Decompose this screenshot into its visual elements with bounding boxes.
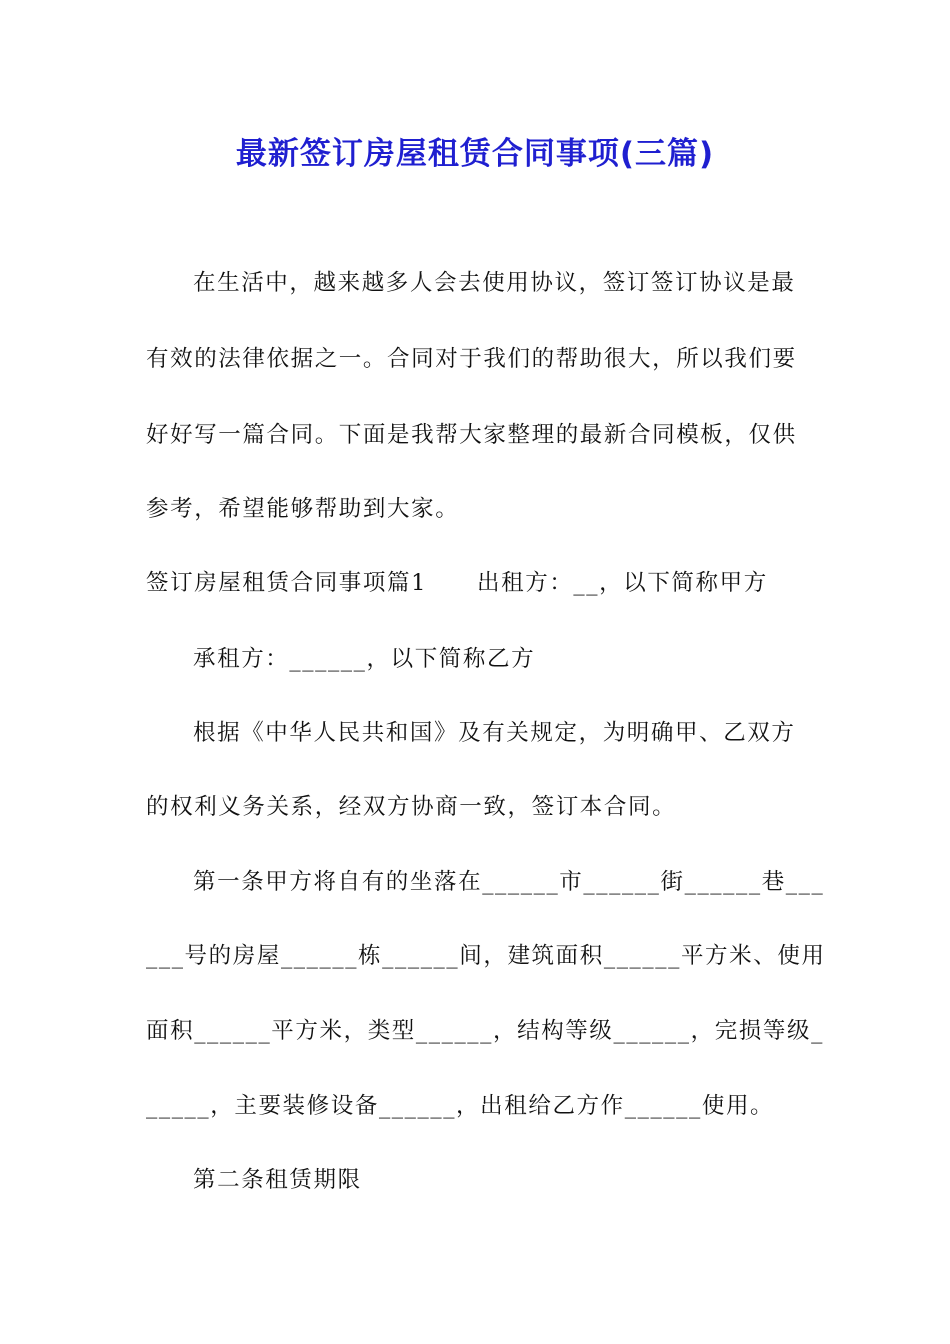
paragraph-line: 有效的法律依据之一。合同对于我们的帮助很大，所以我们要 (146, 346, 797, 372)
clause-line: _____，主要装修设备______，出租给乙方作______使用。 (146, 1093, 775, 1119)
paragraph-line: 的权利义务关系，经双方协商一致，签订本合同。 (146, 794, 677, 820)
paragraph-line: 在生活中，越来越多人会去使用协议，签订签订协议是最 (193, 270, 796, 296)
lessee-line: 承租方：______，以下简称乙方 (193, 646, 536, 672)
clause-heading: 第二条租赁期限 (193, 1167, 362, 1193)
paragraph-line: 好好写一篇合同。下面是我帮大家整理的最新合同模板，仅供 (146, 422, 797, 448)
section-heading-line (146, 568, 806, 598)
document-title: 最新签订房屋租赁合同事项(三篇) (235, 136, 715, 172)
clause-line: 面积______平方米，类型______，结构等级______，完损等级_ (146, 1018, 824, 1044)
paragraph-line: 根据《中华人民共和国》及有关规定，为明确甲、乙双方 (193, 720, 796, 746)
clause-line: ___号的房屋______栋______间，建筑面积______平方米、使用 (146, 943, 826, 969)
paragraph-line: 参考，希望能够帮助到大家。 (146, 496, 460, 522)
lessor-line: 出租方：__，以下简称甲方 (477, 570, 768, 596)
clause-line: 第一条甲方将自有的坐落在______市______街______巷___ (193, 869, 825, 895)
section-heading: 签订房屋租赁合同事项篇1 (146, 570, 428, 596)
